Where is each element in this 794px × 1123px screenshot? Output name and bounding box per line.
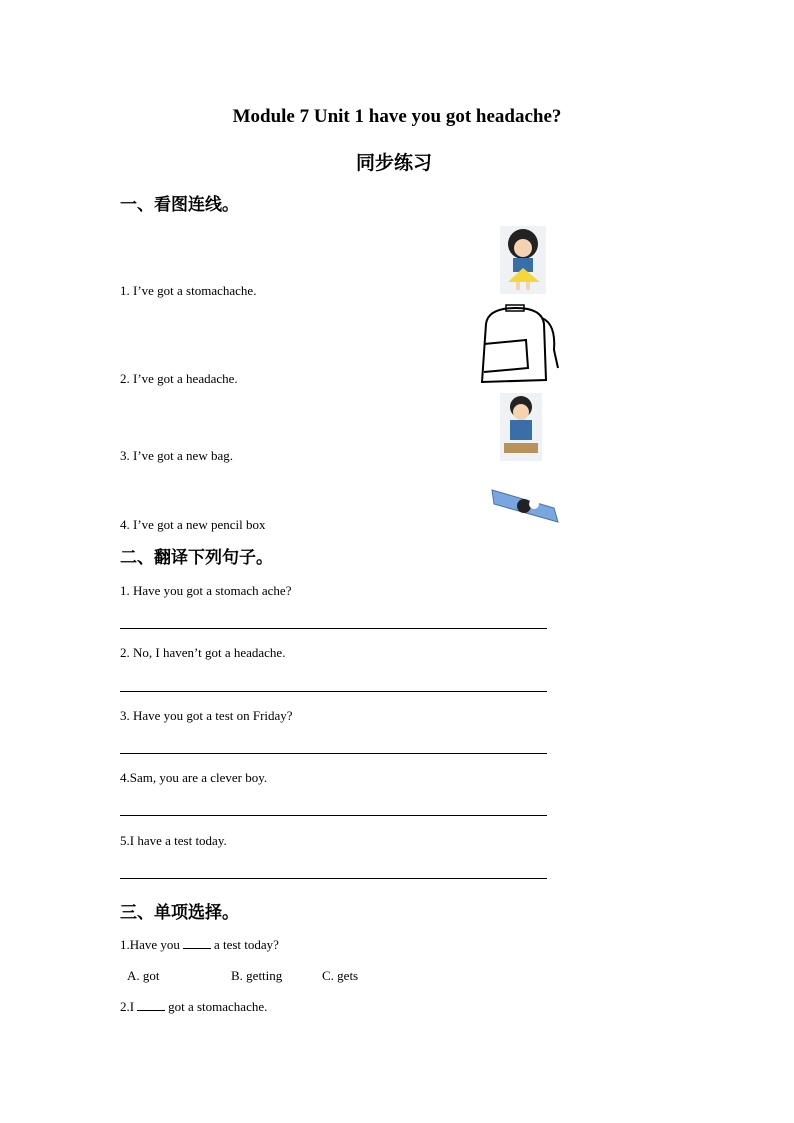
match-item: 3. I’ve got a new bag. [120, 448, 233, 463]
translate-item: 5.I have a test today. [120, 833, 227, 848]
pencil-box-image [488, 478, 562, 528]
blank [137, 1010, 165, 1011]
answer-line [120, 753, 547, 754]
section2-heading: 二、翻译下列句子。 [120, 548, 273, 567]
choice-question-2 [120, 999, 267, 1015]
section1-heading: 一、看图连线。 [120, 195, 239, 214]
match-item: 2. I’ve got a headache. [120, 371, 238, 386]
match-item: 1. I’ve got a stomachache. [120, 283, 257, 298]
answer-line [120, 815, 547, 816]
match-item: 4. I’ve got a new pencil box [120, 517, 266, 532]
option-c: C. gets [322, 968, 359, 983]
q2-text: 2.I [120, 999, 135, 1014]
translate-item: 3. Have you got a test on Friday? [120, 708, 293, 723]
translate-item: 1. Have you got a stomach ache? [120, 583, 292, 598]
answer-line [120, 628, 547, 629]
q1-text: a test today? [213, 937, 279, 952]
girl-headache-image [500, 226, 546, 294]
q2-text: got a stomachache. [168, 999, 268, 1014]
translate-item: 4.Sam, you are a clever boy. [120, 770, 268, 785]
q1-text: 1.Have you [120, 937, 180, 952]
choice-question-1 [120, 937, 279, 953]
page-subtitle: 同步练习 [356, 153, 433, 174]
boy-stomachache-image [500, 393, 542, 461]
page-title: Module 7 Unit 1 have you got headache? [232, 106, 562, 127]
option-a: A. got [127, 968, 160, 983]
translate-item: 2. No, I haven’t got a headache. [120, 645, 286, 660]
section3-heading: 三、单项选择。 [120, 903, 239, 922]
blank [183, 948, 211, 949]
answer-line [120, 878, 547, 879]
answer-line [120, 691, 547, 692]
option-b: B. getting [231, 968, 283, 983]
backpack-image [476, 304, 560, 386]
